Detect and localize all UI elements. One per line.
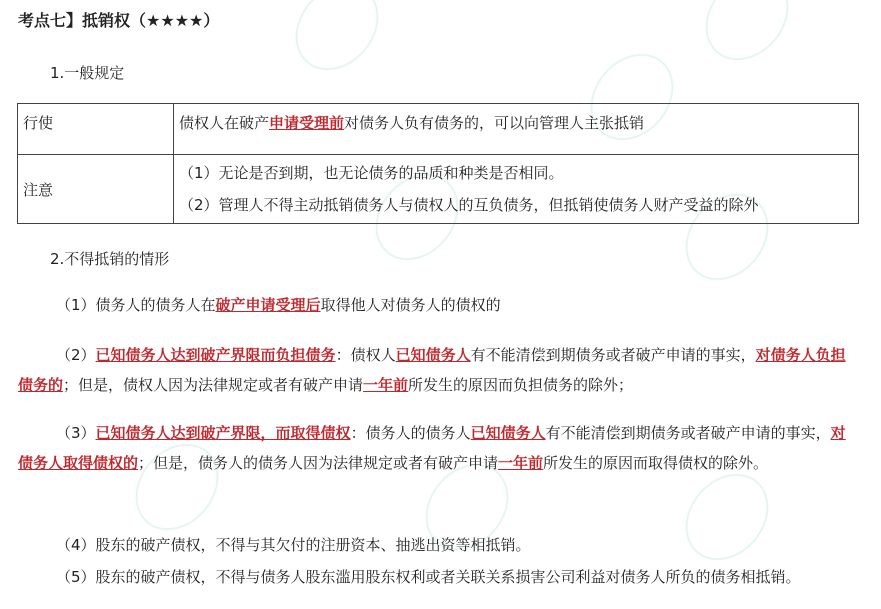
cell-line (179, 189, 853, 221)
emphasis-text: 已知债务人 (395, 346, 471, 364)
cell-line (179, 157, 853, 189)
watermark-seal (278, 0, 395, 87)
emphasis-text: 已知债务人达到破产界限而负担债务 (95, 346, 336, 364)
list-item (18, 562, 858, 592)
emphasis-text: 对债务人负担债务的 (18, 346, 846, 394)
text-run: 债权人在破产 (179, 114, 270, 132)
text-run: 取得他人对债务人的债权的 (320, 296, 501, 314)
text-run: ：债务人的债务人 (350, 424, 471, 442)
text-run: 对债务人负有债务的，可以向管理人主张抵销 (344, 114, 645, 132)
text-run: ：债权人 (335, 346, 396, 364)
emphasis-text: 已知债务人达到破产界限，而取得债权 (95, 424, 351, 442)
list-item (18, 290, 858, 320)
emphasis-text: 破产申请受理后 (215, 296, 321, 314)
text-run: （2） (56, 346, 96, 364)
text-run: （4）股东的破产债权，不得与其欠付的注册资本、抽逃出资等相抵销。 (56, 536, 531, 554)
text-run: 有不能清偿到期债务或者破产申请的事实， (545, 424, 831, 442)
text-run: （3） (56, 424, 96, 442)
text-run: （1）债务人的债务人在 (56, 296, 216, 314)
text-run: ；但是，债权人因为法律规定或者有破产申请 (63, 376, 364, 394)
watermark-seal (688, 0, 805, 77)
list-item (18, 530, 858, 560)
row-label: 注意 (18, 155, 174, 224)
emphasis-text: 申请受理前 (269, 114, 345, 132)
row-content (174, 155, 859, 224)
table-row (18, 104, 859, 155)
table-row (18, 155, 859, 224)
text-run: 所发生的原因而取得债权的除外。 (543, 454, 769, 472)
emphasis-text: 已知债务人 (470, 424, 546, 442)
row-content (174, 104, 859, 155)
text-run: ；但是，债务人的债务人因为法律规定或者有破产申请 (138, 454, 499, 472)
row-label: 行使 (18, 104, 174, 155)
text-run: （5）股东的破产债权，不得与债务人股东滥用股东权利或者关联关系损害公司利益对债务人所负的债务相抵销。 (56, 568, 801, 586)
list-item (18, 418, 858, 478)
rules-table (17, 103, 859, 224)
text-run: （2）管理人不得主动抵销债务人与债权人的互负债务，但抵销使债务人财产受益的除外 (179, 196, 759, 214)
text-run: 有不能清偿到期债务或者破产申请的事实， (470, 346, 756, 364)
emphasis-text: 一年前 (498, 454, 544, 472)
text-run: （1）无论是否到期，也无论债务的品质和种类是否相同。 (179, 164, 564, 182)
section-heading-general: 1.一般规定 (50, 64, 125, 82)
page-title: 考点七】抵销权（★★★★） (18, 11, 220, 30)
list-item (18, 340, 858, 400)
section-heading-exceptions: 2.不得抵销的情形 (50, 250, 170, 268)
emphasis-text: 一年前 (363, 376, 409, 394)
cell-line (179, 112, 853, 133)
text-run: 所发生的原因而负担债务的除外； (408, 376, 634, 394)
emphasis-text: 对债务人取得债权的 (18, 424, 846, 472)
